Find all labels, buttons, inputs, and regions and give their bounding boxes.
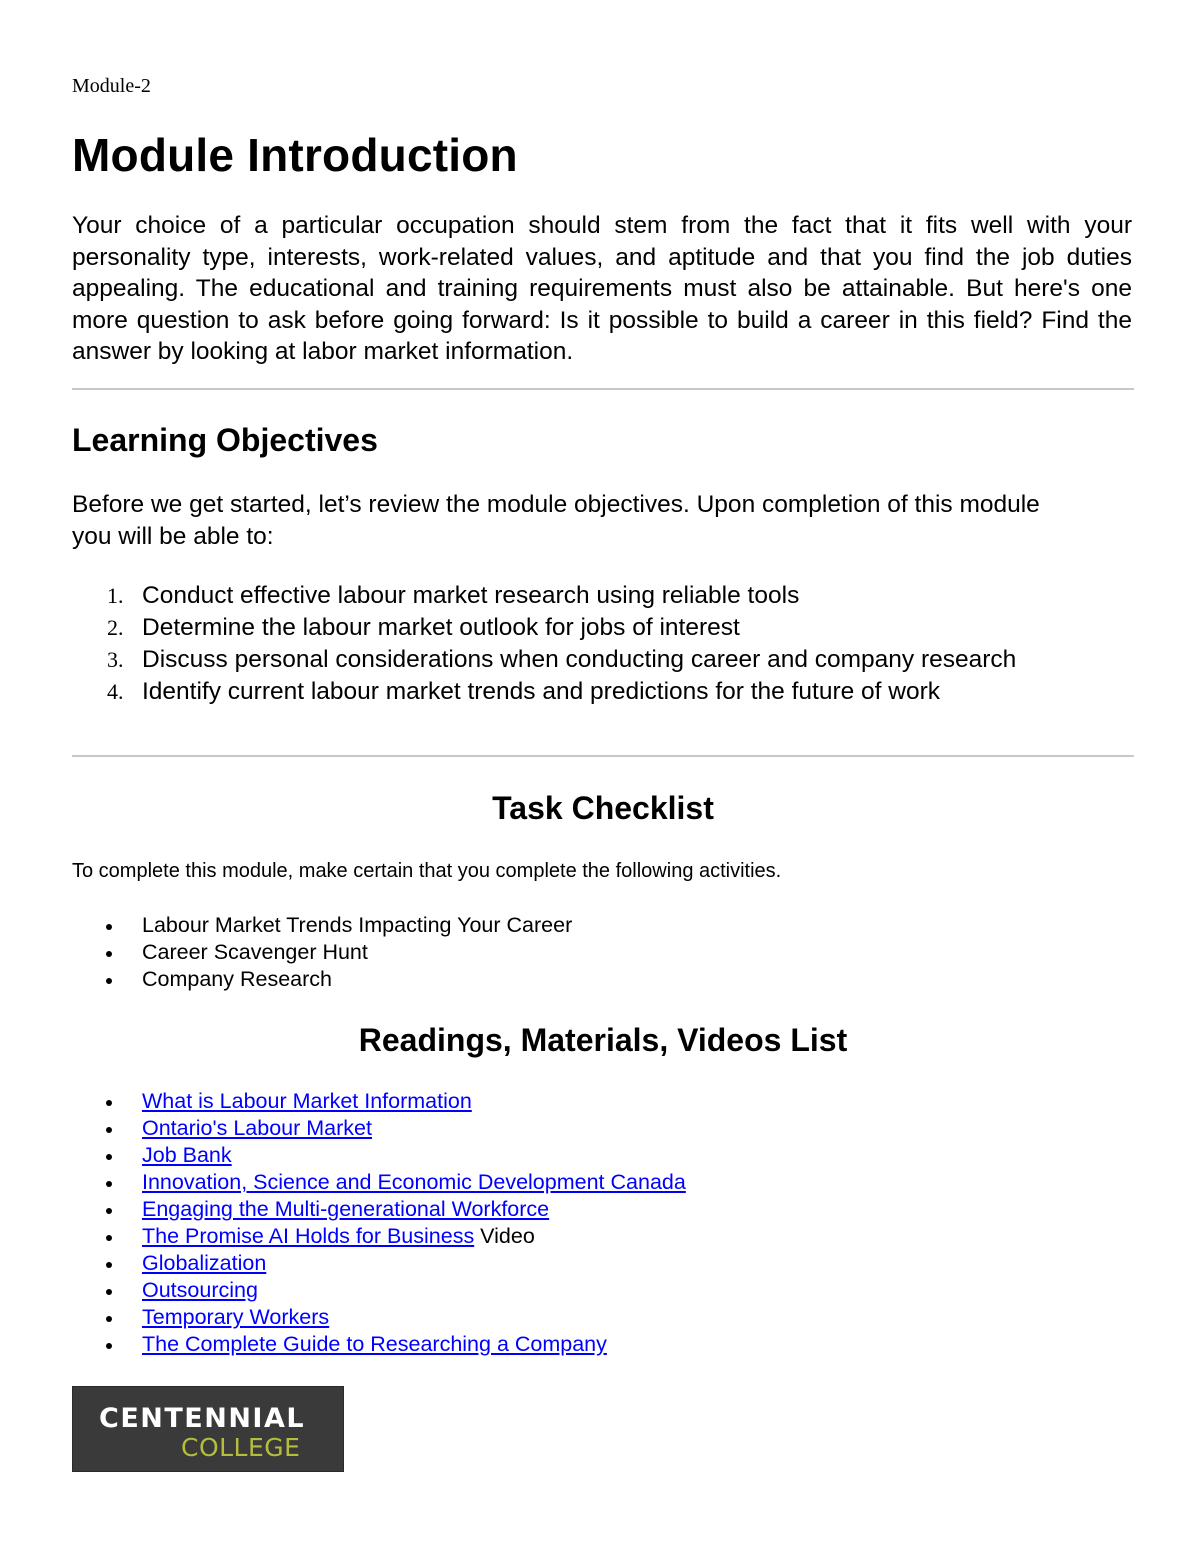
reading-item — [72, 1250, 686, 1277]
objectives-intro: Before we get started, let’s review the module objectives. Upon completion of this module you will be able to: — [72, 491, 1040, 550]
objective-text: Discuss personal considerations when conducting career and company research — [142, 646, 1017, 673]
bullet-icon — [106, 1181, 112, 1187]
objective-item — [72, 612, 1016, 644]
objective-item — [72, 676, 1016, 708]
bullet-icon — [106, 978, 112, 984]
reading-item — [72, 1142, 686, 1169]
objectives-list — [72, 580, 1016, 708]
reading-item — [72, 1277, 686, 1304]
introduction-paragraph: Your choice of a particular occupation should stem from the fact that it fits well with your personality type, interests, work-related values, and aptitude and that you find the job duties appealing. The educational and training requirements must also be attainable. But here's one more question to ask before going forward: Is it possible to build a career in this field? Find the answer by looking at labor market information. — [72, 212, 1132, 365]
bullet-icon — [106, 1289, 112, 1295]
centennial-college-logo — [72, 1386, 344, 1472]
objective-text: Conduct effective labour market research using reliable tools — [142, 582, 800, 609]
bullet-icon — [106, 1316, 112, 1322]
readings-list — [72, 1088, 686, 1358]
objective-number: 4. — [107, 679, 124, 704]
task-checklist-heading: Task Checklist — [492, 790, 714, 826]
reading-link-job-bank[interactable]: Job Bank — [142, 1143, 232, 1167]
task-item — [72, 912, 572, 939]
reading-suffix: Video — [474, 1224, 535, 1248]
objective-number: 1. — [107, 583, 124, 608]
task-checklist-intro: To complete this module, make certain that you complete the following activities. — [72, 860, 782, 882]
reading-link-outsourcing[interactable]: Outsourcing — [142, 1278, 258, 1302]
reading-item — [72, 1169, 686, 1196]
task-text: Company Research — [142, 967, 333, 991]
bullet-icon — [106, 1100, 112, 1106]
reading-item — [72, 1196, 686, 1223]
reading-link-researching-company[interactable]: The Complete Guide to Researching a Company — [142, 1332, 607, 1356]
reading-link-ontario-labour-market[interactable]: Ontario's Labour Market — [142, 1116, 372, 1140]
reading-item — [72, 1304, 686, 1331]
logo-text-college: COLLEGE — [181, 1433, 301, 1462]
bullet-icon — [106, 1208, 112, 1214]
bullet-icon — [106, 1127, 112, 1133]
reading-link-labour-market-information[interactable]: What is Labour Market Information — [142, 1089, 472, 1113]
module-introduction-heading: Module Introduction — [72, 129, 518, 181]
reading-link-globalization[interactable]: Globalization — [142, 1251, 267, 1275]
bullet-icon — [106, 951, 112, 957]
reading-link-temporary-workers[interactable]: Temporary Workers — [142, 1305, 330, 1329]
task-list — [72, 912, 572, 993]
objective-text: Determine the labour market outlook for jobs of interest — [142, 614, 740, 641]
bullet-icon — [106, 924, 112, 930]
bullet-icon — [106, 1235, 112, 1241]
objective-item — [72, 644, 1016, 676]
task-item — [72, 939, 572, 966]
objective-number: 2. — [107, 615, 124, 640]
objective-number: 3. — [107, 647, 124, 672]
readings-heading: Readings, Materials, Videos List — [358, 1022, 848, 1058]
bullet-icon — [106, 1154, 112, 1160]
learning-objectives-heading: Learning Objectives — [72, 422, 378, 458]
task-item — [72, 966, 572, 993]
objective-item — [72, 580, 1016, 612]
reading-link-multi-generational-workforce[interactable]: Engaging the Multi-generational Workforce — [142, 1197, 550, 1221]
module-label: Module-2 — [72, 75, 151, 97]
section-divider — [72, 755, 1134, 757]
reading-link-promise-ai[interactable]: The Promise AI Holds for Business — [142, 1224, 475, 1248]
section-divider — [72, 388, 1134, 390]
reading-item — [72, 1115, 686, 1142]
bullet-icon — [106, 1262, 112, 1268]
logo-text-centennial: CENTENNIAL — [99, 1403, 306, 1434]
reading-item — [72, 1088, 686, 1115]
reading-item — [72, 1331, 686, 1358]
objective-text: Identify current labour market trends and predictions for the future of work — [142, 678, 941, 705]
bullet-icon — [106, 1343, 112, 1349]
task-text: Labour Market Trends Impacting Your Career — [142, 913, 573, 937]
task-text: Career Scavenger Hunt — [142, 940, 368, 964]
reading-link-ised-canada[interactable]: Innovation, Science and Economic Development Canada — [142, 1170, 686, 1194]
reading-item — [72, 1223, 686, 1250]
